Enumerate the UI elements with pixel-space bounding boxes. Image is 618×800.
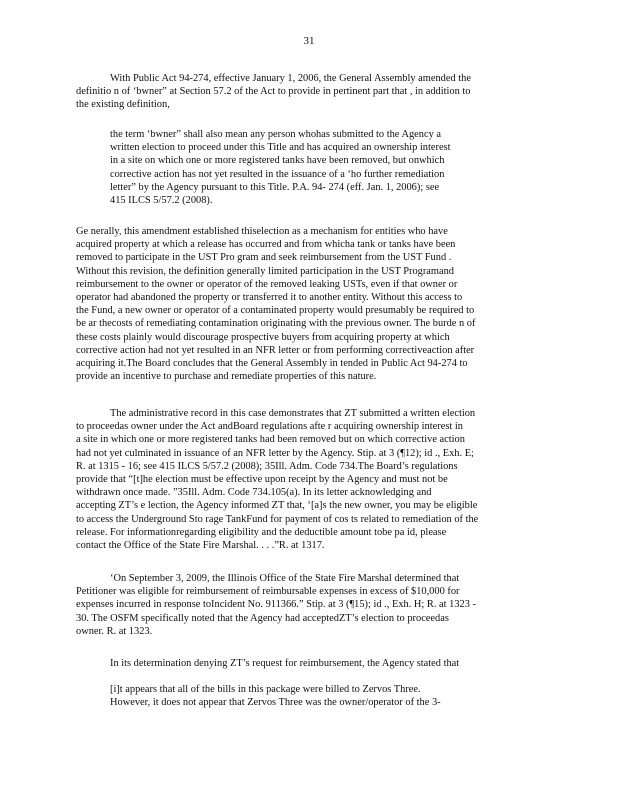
text-line: [i]t appears that all of the bills in this package were billed to Zervos Three. <box>110 684 421 695</box>
text-line: provide an incentive to purchase and remediate properties of this nature. <box>76 371 377 383</box>
text-line: The administrative record in this case demonstrates that ZT submitted a written election <box>110 408 476 419</box>
block-quote-agency-statement <box>110 683 502 709</box>
text-line: written election to proceed under this Title and has acquired an ownership interest <box>110 142 451 154</box>
text-line: release. For informationregarding eligibility and the deductible amount tobe pa id, please <box>76 526 447 538</box>
text-line: the term ‘bwner” shall also mean any person whohas submitted to the Agency a <box>110 129 441 140</box>
text-line: In its determination denying ZT’s request for reimbursement, the Agency stated that <box>110 658 460 669</box>
text-line: Without this revision, the definition generally limited participation in the UST Programand <box>76 265 454 277</box>
text-line: Ge nerally, this amendment established thiselection as a mechanism for entities who have <box>76 226 448 237</box>
text-line: Petitioner was eligible for reimbursement of reimbursable expenses in excess of $10,000 for <box>76 586 460 598</box>
text-line: letter” by the Agency pursuant to this Title. P.A. 94- 274 (eff. Jan. 1, 2006); see <box>110 181 440 193</box>
paragraph-osfm-determination <box>76 572 540 638</box>
text-line: ‘On September 3, 2009, the Illinois Office of the State Fire Marshal determined that <box>110 573 460 584</box>
text-line: R. at 1315 - 16; see 415 ILCS 5/57.2 (2008); 35Ill. Adm. Code 734.The Board’s regulations <box>76 460 458 472</box>
text-line: definitio n of ‘bwner” at Section 57.2 of the Act to provide in pertinent part that , in addition to <box>76 86 471 98</box>
text-line: to proceedas owner under the Act andBoard regulations afte r acquiring ownership interest in <box>76 421 463 433</box>
text-line: However, it does not appear that Zervos Three was the owner/operator of the 3- <box>110 697 441 709</box>
paragraph-public-act <box>76 72 540 112</box>
text-line: to access the Underground Sto rage TankFund for payment of cos ts related to remediation of the <box>76 513 479 525</box>
text-line: corrective action had not yet resulted in an NFR letter or from performing correctiveaction after <box>76 344 475 356</box>
text-line: operator had abandoned the property or transferred it to another entity. Without this access to <box>76 292 463 304</box>
text-line: 415 ILCS 5/57.2 (2008). <box>110 195 213 207</box>
text-line: acquired property at which a release has occurred and from whicha tank or tanks have been <box>76 239 456 251</box>
text-line: provide that “[t]he election must be effective upon receipt by the Agency and must not be <box>76 474 448 486</box>
paragraph-administrative-record <box>76 407 540 552</box>
text-line: these costs plainly would discourage prospective buyers from acquiring property at which <box>76 331 450 343</box>
text-line: the Fund, a new owner or operator of a contaminated property would presumably be required to <box>76 305 475 317</box>
text-line: contact the Office of the State Fire Marshal. . . .”R. at 1317. <box>76 540 325 552</box>
text-line: With Public Act 94-274, effective January 1, 2006, the General Assembly amended the <box>110 73 471 84</box>
paragraph-agency-determination <box>76 657 540 670</box>
text-line: reimbursement to the owner or operator of the removed leaking USTs, even if that owner or <box>76 278 458 290</box>
text-line: in a site on which one or more registered tanks have been removed, but onwhich <box>110 155 445 167</box>
paragraph-amendment <box>76 225 540 383</box>
text-line: 30. The OSFM specifically noted that the Agency had acceptedZT’s election to proceedas <box>76 612 449 624</box>
text-line: acquiring it.The Board concludes that the General Assembly in tended in Public Act 94-274 to <box>76 358 468 370</box>
text-line: removed to participate in the UST Pro gram and seek reimbursement from the UST Fund . <box>76 252 452 264</box>
text-line: accepting ZT’s e lection, the Agency informed ZT that, ‘[a]s the new owner, you may be eligible <box>76 500 478 512</box>
text-line: expenses incurred in response toIncident No. 911366.” Stip. at 3 (¶15); id ., Exh. H; R. at 1323 - <box>76 599 476 611</box>
text-line: the existing definition, <box>76 99 170 111</box>
page-number: 31 <box>303 35 315 47</box>
text-line: a site in which one or more registered tanks had been removed but on which corrective action <box>76 434 465 446</box>
text-line: corrective action has not yet resulted in the issuance of a ‘ho further remediation <box>110 168 445 180</box>
block-quote-owner-definition <box>110 128 502 207</box>
text-line: withdrawn once made. ”35Ill. Adm. Code 734.105(a). In its letter acknowledging and <box>76 487 432 499</box>
text-line: be ar thecosts of remediating contamination originating with the previous owner. The burde n of <box>76 318 476 330</box>
text-line: owner. R. at 1323. <box>76 625 153 637</box>
text-line: had not yet culminated in issuance of an NFR letter by the Agency. Stip. at 3 (¶12); id ., Exh. E; <box>76 447 474 459</box>
